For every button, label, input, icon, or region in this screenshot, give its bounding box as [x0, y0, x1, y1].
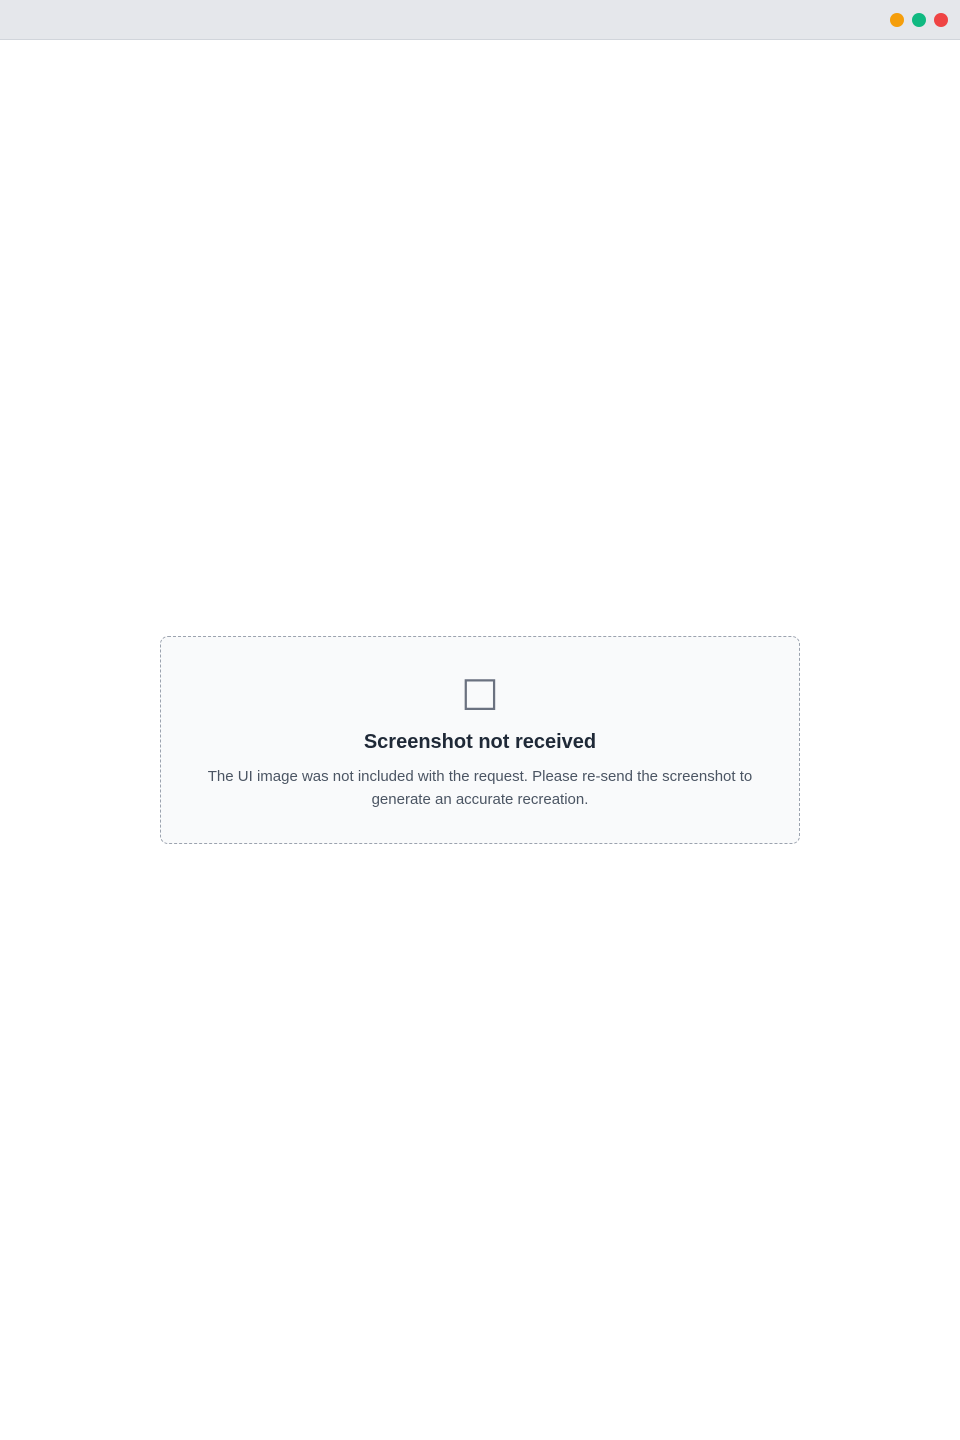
- notice-body: The UI image was not included with the request. Please re-send the screenshot to generate an accurate recreation.: [207, 768, 753, 808]
- title-bar: [0, 0, 960, 40]
- image-missing-icon: □: [461, 669, 499, 715]
- window-controls: [890, 13, 948, 27]
- close-icon[interactable]: [934, 13, 948, 27]
- notice-title: Screenshot not received: [363, 731, 597, 753]
- main-content: [0, 40, 960, 1440]
- maximize-icon[interactable]: [912, 13, 926, 27]
- minimize-icon[interactable]: [890, 13, 904, 27]
- notice-card: [160, 636, 800, 844]
